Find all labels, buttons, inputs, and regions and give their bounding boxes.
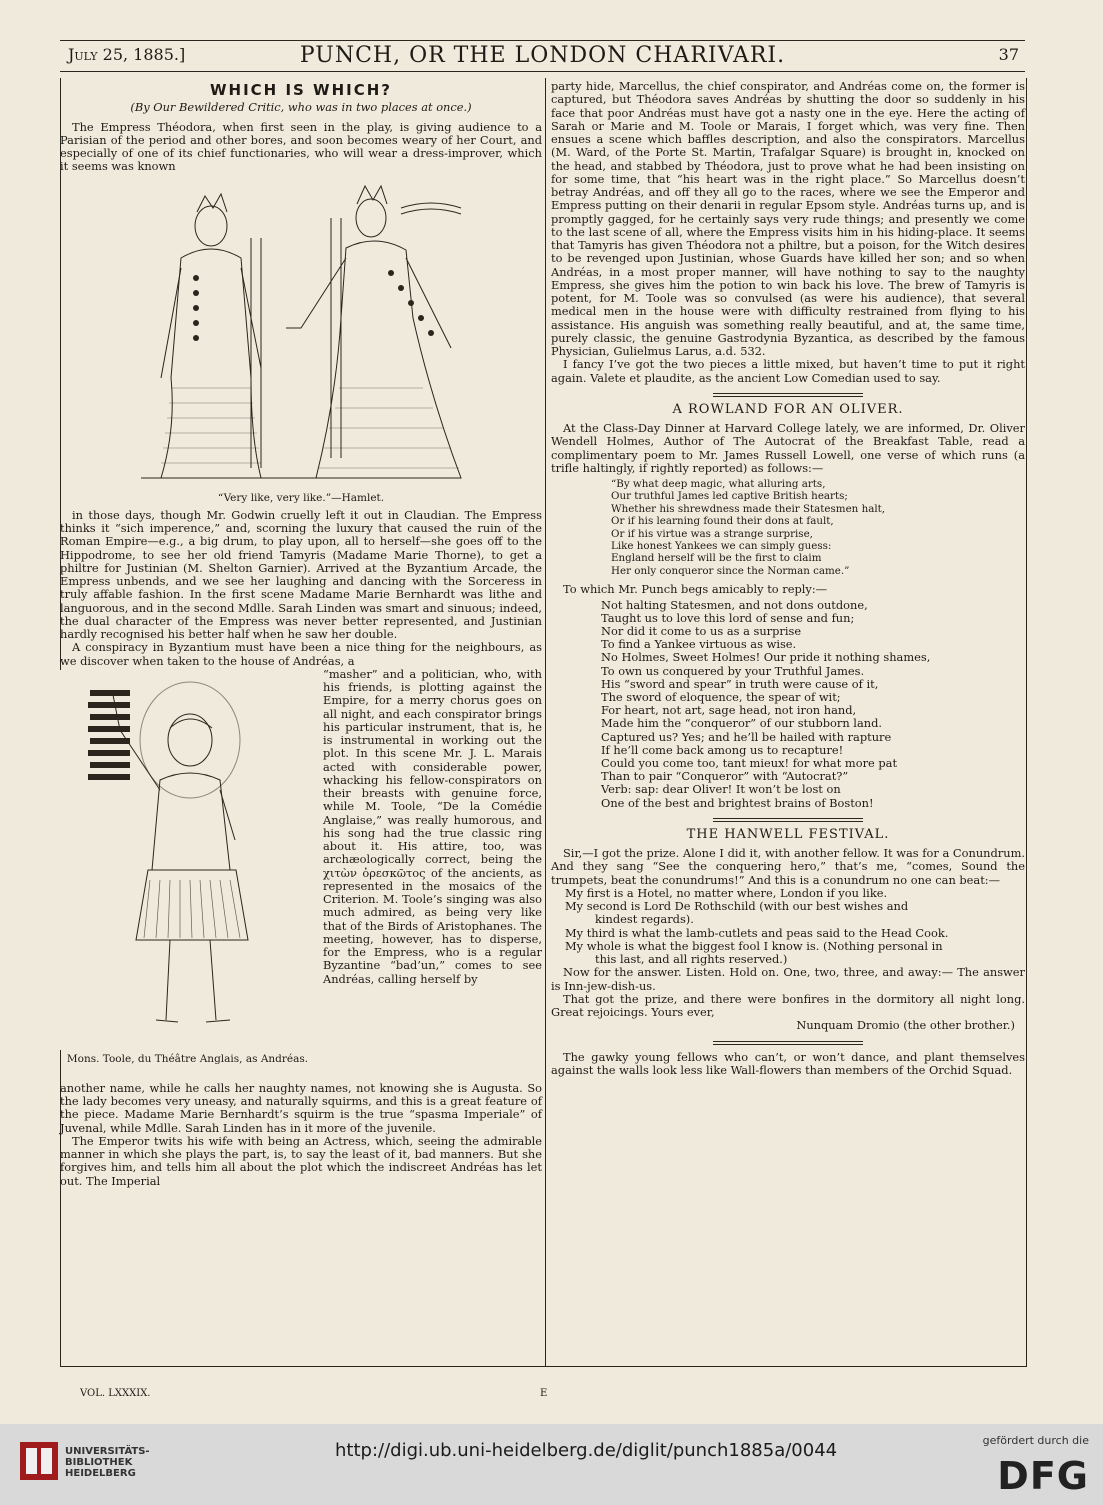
poem-line: Or if his learning found their dons at fault, [611,515,834,528]
poem-line: For heart, not art, sage head, not iron hand, [601,703,857,718]
library-logo-icon [20,1442,58,1480]
conundrum-line: My second is Lord De Rothschild (with our best wishes and [565,899,909,913]
article-paragraph: I fancy I’ve got the two pieces a little mixed, but haven’t time to put it right again. Valete et plaudite, as the ancient Low Comedian used to say. [551,357,1025,385]
illustration-toole-andreas [60,670,315,1080]
issue-date: July 25, 1885.] [68,45,186,64]
signature-mark: E [540,1388,548,1399]
article-paragraph: party hide, Marcellus, the chief conspirator, and Andréas come on, the former is captured, but Théodora saves Andréas by shutting the door so suddenly in his face that poor Andréas must have got a nasty one in the eye. Here the acting of Sarah or Marie and M. Toole or Marais, I forget which, was very fine. Then ensues a scene which baffles description, and also the conspirators. Marcellus (M. Ward, of the Porte St. Martin, Trafalgar Square) is brought in, knocked on the head, and stabbed by Théodora, just to prove what he had been insisting on for some time, that “his heart was in the right place.” So Marcellus doesn’t betray Andréas, and off they all go to the races, where we see the Emperor and Empress putting on their denarii in regular Epsom style. Andréas turns up, and is promptly gagged, for he certainly says very rude things; and presently we come to the last scene of all, where the Empress visits him in his hiding-place. It seems that Tamyris has given Théodora not a philtre, but a poison, for the Witch desires to be revenged upon Justinian, whose Guards have killed her son; and so when Andréas, in a most proper manner, will have nothing to say to the naughty Empress, she gives him the potion to win back his love. The brew of Tamyris is potent, for M. Toole was so convulsed (as were his audience), that several medical men in the house were with difficulty restrained from flying to his assistance. His anguish was something really beautiful, and at, the same time, purely classic, the genuine Gastrodynia Byzantica, as described by the famous Physician, Gulielmus Larus, a.d. 532. [551,79,1025,358]
holmes-poem [611,478,1025,577]
poem-line: Taught us to love this lord of sense and fun; [601,610,855,625]
conundrum-line: this last, and all rights reserved.) [595,952,788,966]
article-paragraph: “masher” and a politician, who, with his friends, is plotting against the Empire, for a merry chorus goes on all night, and each conspirator brings his particular instrument, that is, he is instrumental in working out the plot. In this scene Mr. J. L. Marais acted with considerable power, whacking his fellow-conspirators on their breasts with genuine force, while M. Toole, “De la Comédie Anglaise,” was really humorous, and his song had the true classic ring about it. His attire, too, was archæologically correct, being the χιτὼν ὀρεσκῶτος of the ancients, as represented in the mosaics of the Criterion. M. Toole’s singing was also much admired, as being very like that of the Birds of Aristophanes. The meeting, however, has to disperse, for the Empress, who is a regular Byzantine “bad’un,” comes to see Andréas, calling herself by [323,666,542,986]
conundrum-line: My third is what the lamb-cutlets and peas said to the Head Cook. [565,925,949,940]
article-byline: (By Our Bewildered Critic, who was in two places at once.) [130,100,472,115]
article-paragraph: The gawky young fellows who can’t, or won’t dance, and plant themselves against the walls look less like Wall-flowers than members of the Orchid Squad. [551,1049,1025,1077]
article-paragraph: in those days, though Mr. Godwin cruelly left it out in Claudian. The Empress thinks it “sich imperence,” and, scorning the luxury that caused the ruin of the Roman Empire—e.g., a big drum, to play upon, all to herself—she goes off to the Hippodrome, to see her old friend Tamyris (Madame Marie Thorne), to get a philtre for Justinian (M. Shelton Garnier). Arrived at the Byzantium Arcade, the Empress unbends, and we see her laughing and dancing with the Sorceress in truly affable fashion. In the first scene Madame Marie Bernhardt was lithe and languorous, and in the second Mdlle. Sarah Linden was smart and sinuous; indeed, the dual character of the Empress was never better represented, and Justinian hardly recognised his better half when he saw her double. [60,507,542,641]
article-title-hanwell: THE HANWELL FESTIVAL. [686,826,890,842]
article-paragraph: A conspiracy in Byzantium must have been a nice thing for the neighbours, as we discover when taken to the house of Andréas, a [60,640,542,668]
poem-line: To own us conquered by your Truthful James. [601,663,865,678]
illustration-caption: “Very like, very like.”—Hamlet. [217,491,385,504]
library-name-line: HEIDELBERG [65,1468,136,1479]
section-divider [713,1041,863,1045]
conundrum-line: My first is a Hotel, no matter where, London if you like. [565,885,888,900]
document-url-link[interactable]: http://digi.ub.uni-heidelberg.de/diglit/punch1885a/0044 [335,1440,838,1461]
section-divider [713,393,863,397]
poem-line: Made him the “conqueror” of our stubborn land. [601,716,882,731]
poem-line: Captured us? Yes; and he’ll be hailed with rapture [601,729,892,744]
conundrum-line: kindest regards). [595,912,694,927]
conundrum-lines [565,887,1025,967]
poem-line: Could you come too, tant mieux! for what more pat [601,755,898,770]
article-paragraph: The Empress Théodora, when first seen in the play, is giving audience to a Parisian of the period and other bores, and soon becomes weary of her Court, and especially of one of its chief functionaries, who will wear a dress-improver, which it seems was known [60,119,542,174]
column-divider [545,78,546,1366]
section-divider [713,818,863,822]
left-column [60,80,542,1366]
poem-line: His “sword and spear” in truth were cause of it, [601,676,879,691]
article-paragraph: Now for the answer. Listen. Hold on. One, two, three, and away:— The answer is Inn-jew-dish-us. [551,965,1025,993]
library-name-line: BIBLIOTHEK [65,1457,133,1468]
article-paragraph: another name, while he calls her naughty names, not knowing she is Augusta. So the lady becomes very uneasy, and naturally squirms, and this is a great feature of the piece. Madame Marie Bernhardt’s squirm is the true “spasma Imperiale” of Juvenal, while Mdlle. Sarah Linden has in it more of the juvenile. [60,1080,542,1135]
engraving-image-toole [60,670,315,1050]
right-column [551,80,1025,1366]
page-header [60,40,1025,72]
poem-line: Her only conqueror since the Norman came.” [611,564,850,577]
signature: Nunquam Dromio (the other brother.) [796,1018,1015,1033]
library-name [65,1446,150,1479]
masthead: PUNCH, OR THE LONDON CHARIVARI. [299,43,786,68]
article-paragraph: At the Class-Day Dinner at Harvard College lately, we are informed, Dr. Oliver Wendell Holmes, Author of The Autocrat of the Breakfast Table, read a complimentary poem to Mr. James Russell Lowell, one verse of which runs (a trifle haltingly, if rightly reported) as follows:— [551,421,1025,475]
illustration-caption-toole: Mons. Toole, du Théâtre Anglais, as Andréas. [66,1053,309,1065]
dfg-logo: DFG [997,1454,1089,1498]
poem-line: “By what deep magic, what alluring arts, [611,478,826,490]
library-name-line: UNIVERSITÄTS- [65,1446,150,1457]
poem-line: If he’ll come back among us to recapture! [601,742,844,757]
poem-line: Like honest Yankees we can simply guess: [611,540,832,553]
viewer-bar [0,1424,1103,1505]
punch-reply-poem [601,599,1025,810]
poem-line: Our truthful James led captive British hearts; [611,490,848,503]
poem-line: The sword of eloquence, the spear of wit; [601,689,841,704]
article-title-rowland: A ROWLAND FOR AN OLIVER. [672,401,904,417]
poem-line: To find a Yankee virtuous as wise. [601,637,797,652]
poem-line: One of the best and brightest brains of Boston! [601,795,874,810]
conundrum-line: My whole is what the biggest fool I know is. (Nothing personal in [565,938,943,953]
article-paragraph: That got the prize, and there were bonfires in the dormitory all night long. Great rejoicings. Yours ever, [551,991,1025,1019]
article-paragraph: Sir,—I got the prize. Alone I did it, with another fellow. It was for a Conundrum. And they sang “See the conquering hero,” that’s me, “comes, Sound the trumpets, beat the conundrums!” And this is a conundrum no one can beat:— [551,846,1025,887]
poem-line: Nor did it come to us as a surprise [601,623,802,638]
poem-line: Or if his virtue was a strange surprise, [611,527,813,540]
article-paragraph: The Emperor twits his wife with being an Actress, which, seeing the admirable manner in which she plays the part, is, to say the least of it, bad manners. But she forgives him, and tells him all about the plot which the indiscreet Andréas has let out. The Imperial [60,1133,542,1188]
poem-line: Than to pair “Conqueror” with “Autocrat?” [601,769,849,784]
illustration-two-empresses [101,178,501,488]
poem-line: Whether his shrewdness made their Statesmen halt, [611,502,886,515]
volume-label: VOL. LXXXIX. [80,1388,151,1399]
article-paragraph: To which Mr. Punch begs amicably to reply:— [563,582,828,597]
poem-line: No Holmes, Sweet Holmes! Our pride it nothing shames, [601,650,931,665]
engraving-image [101,178,501,488]
article-title-which-is-which: WHICH IS WHICH? [209,81,392,99]
poem-line: Not halting Statesmen, and not dons outdone, [601,597,868,612]
page-number: 37 [998,45,1019,64]
poem-line: Verb: sap: dear Oliver! It won’t be lost on [601,782,841,797]
poem-line: England herself will be the first to claim [611,552,822,565]
sponsor-text: gefördert durch die [982,1434,1089,1447]
